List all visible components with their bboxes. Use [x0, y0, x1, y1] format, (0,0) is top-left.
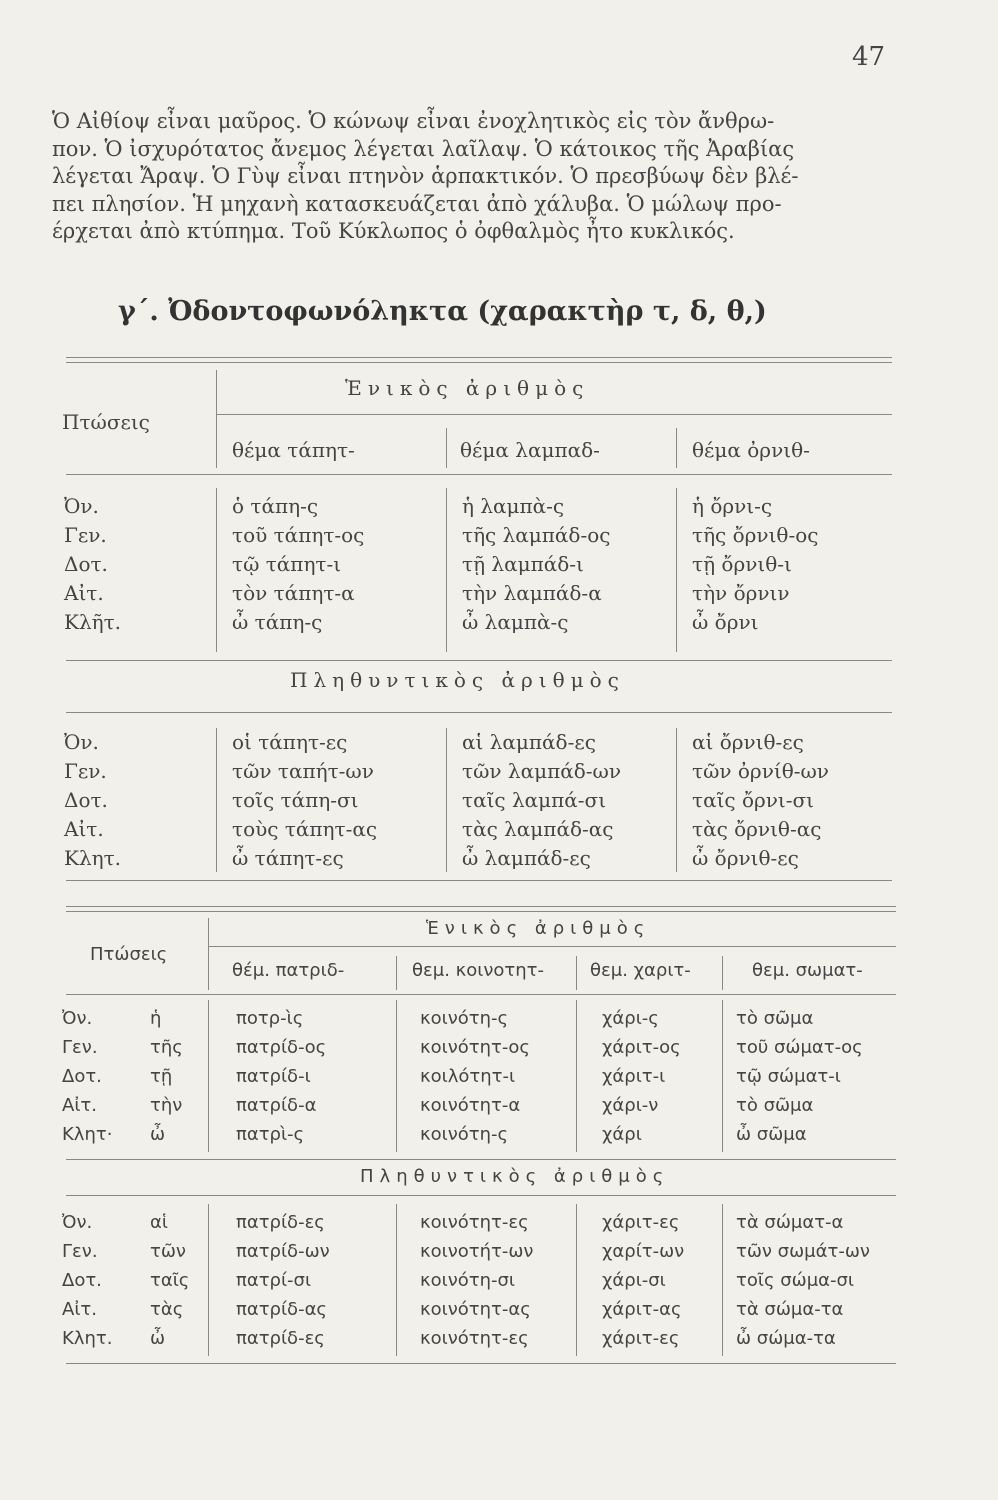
table-cell: χάρι-ν: [602, 1095, 659, 1116]
table-cell: Αἰτ.: [62, 1299, 97, 1320]
table-cell: χάριτ-ι: [602, 1066, 666, 1087]
stem-header: θεμ. σωματ-: [752, 960, 863, 981]
table-cell: τῇ ὄρνιθ-ι: [692, 552, 792, 576]
paragraph-line: λέγεται Ἄραψ. Ὁ Γὺψ εἶναι πτηνὸν ἁρπακτικόν. Ὁ πρεσβύωψ δὲν βλέ-: [52, 164, 799, 188]
singular-header: Ἑνικὸς ἀριθμὸς: [426, 918, 651, 939]
table-cell: χάριτ-ες: [602, 1212, 680, 1233]
stem-header: θεμ. χαριτ-: [590, 960, 691, 981]
table-cell: κοινότη-ς: [420, 1124, 509, 1145]
table-cell: πατρίδ-ων: [236, 1241, 330, 1262]
table-cell: χαρίτ-ων: [602, 1241, 685, 1262]
table-cell: ὁ τάπη-ς: [232, 494, 319, 518]
table-cell: Ὀν.: [64, 730, 99, 754]
table-cell: τὴν: [150, 1095, 183, 1116]
table-cell: τὸν τάπητ-α: [232, 581, 355, 605]
cases-header: Πτώσεις: [90, 944, 168, 965]
cases-header: Πτώσεις: [62, 410, 150, 434]
table-cell: ὦ ὄρνιθ-ες: [692, 846, 799, 870]
table-cell: Γεν.: [64, 759, 107, 783]
table-cell: ὦ λαμπὰ-ς: [462, 610, 569, 634]
table-cell: Δοτ.: [64, 552, 108, 576]
table-cell: τῆς: [150, 1037, 183, 1058]
table-cell: πατρὶ-ς: [236, 1124, 305, 1145]
table-cell: τὰς: [150, 1299, 184, 1320]
table-cell: πατρίδ-ος: [236, 1037, 327, 1058]
table-cell: Κλητ.: [64, 846, 122, 870]
table-cell: χάρι-σι: [602, 1270, 666, 1291]
table-cell: Γεν.: [62, 1037, 98, 1058]
table-cell: πατρίδ-ι: [236, 1066, 311, 1087]
table-cell: τὴν ὄρνιν: [692, 581, 790, 605]
table-cell: τὰς λαμπάδ-ας: [462, 817, 614, 841]
table-cell: Δοτ.: [62, 1270, 102, 1291]
table-cell: χάριτ-ες: [602, 1328, 680, 1349]
table-cell: τοῦ σώματ-ος: [736, 1037, 863, 1058]
paragraph-line: πον. Ὁ ἰσχυρότατος ἄνεμος λέγεται λαῖλαψ. Ὁ κάτοικος τῆς Ἀραβίας: [52, 136, 795, 161]
table-cell: κοιλότητ-ι: [420, 1066, 516, 1087]
stem-header: θέμα ὀρνιθ-: [692, 438, 810, 462]
stem-header: θέμα τάπητ-: [232, 438, 355, 462]
table-cell: τῶν λαμπάδ-ων: [462, 759, 621, 783]
table-cell: κοινότητ-ας: [420, 1299, 531, 1320]
table-cell: Κλῆτ.: [64, 610, 122, 634]
table-cell: τῆς ὄρνιθ-ος: [692, 523, 819, 547]
table-cell: χάριτ-ας: [602, 1299, 682, 1320]
table-cell: Κλητ.: [62, 1328, 113, 1349]
table-cell: ὦ ὄρνι: [692, 610, 759, 634]
table-cell: ἡ ὄρνι-ς: [692, 494, 773, 518]
singular-header: Ἑνικὸς ἀριθμὸς: [345, 376, 590, 400]
table-cell: πατρίδ-ες: [236, 1328, 325, 1349]
page-number: 47: [852, 42, 886, 72]
table-cell: πατρί-σι: [236, 1270, 312, 1291]
table-cell: κοινότητ-α: [420, 1095, 521, 1116]
table-cell: τοὺς τάπητ-ας: [232, 817, 378, 841]
table-cell: τῶν ὀρνίθ-ων: [692, 759, 829, 783]
plural-header: Πληθυντικὸς ἀριθμὸς: [290, 668, 625, 692]
table-cell: πατρίδ-ες: [236, 1212, 325, 1233]
table-cell: τῶν σωμάτ-ων: [736, 1241, 870, 1262]
table-cell: τὰ σώμα-τα: [736, 1299, 844, 1320]
table-cell: Γεν.: [64, 523, 107, 547]
table-cell: ὦ λαμπάδ-ες: [462, 846, 591, 870]
table-cell: αἱ ὄρνιθ-ες: [692, 730, 804, 754]
table-cell: κοινότητ-ος: [420, 1037, 530, 1058]
table-cell: Ὀν.: [62, 1008, 93, 1029]
table-cell: Κλητ·: [62, 1124, 113, 1145]
table-cell: Αἰτ.: [64, 581, 104, 605]
table-cell: Δοτ.: [64, 788, 108, 812]
table-cell: τοῦ τάπητ-ος: [232, 523, 365, 547]
table-cell: τὰ σώματ-α: [736, 1212, 844, 1233]
table-cell: τοῖς τάπη-σι: [232, 788, 359, 812]
section-heading: γ΄. Ὀδοντοφωνόληκτα (χαρακτὴρ τ, δ, θ,): [118, 296, 767, 327]
stem-header: θέμα λαμπαδ-: [460, 438, 600, 462]
table-cell: ὦ τάπητ-ες: [232, 846, 344, 870]
table-cell: τῇ: [150, 1066, 173, 1087]
table-cell: οἱ τάπητ-ες: [232, 730, 348, 754]
table-cell: τῷ τάπητ-ι: [232, 552, 342, 576]
table-cell: τὴν λαμπάδ-α: [462, 581, 602, 605]
table-cell: ταῖς ὄρνι-σι: [692, 788, 815, 812]
table-cell: ὦ: [150, 1328, 166, 1349]
table-cell: Ὀν.: [64, 494, 99, 518]
table-cell: ὦ σῶμα: [736, 1124, 807, 1145]
table-cell: Ὀν.: [62, 1212, 93, 1233]
table-cell: Αἰτ.: [64, 817, 104, 841]
stem-header: θεμ. κοινοτητ-: [412, 960, 544, 981]
table-cell: χάρι: [602, 1124, 642, 1145]
table-cell: χάρι-ς: [602, 1008, 659, 1029]
table-cell: τοῖς σώμα-σι: [736, 1270, 855, 1291]
table-cell: χάριτ-ος: [602, 1037, 681, 1058]
table-cell: πατρίδ-ας: [236, 1299, 327, 1320]
paragraph-line: έρχεται ἀπὸ κτύπημα. Τοῦ Κύκλωπος ὁ ὀφθαλμὸς ἦτο κυκλικός.: [52, 219, 735, 243]
table-cell: ὦ σώμα-τα: [736, 1328, 836, 1349]
table-cell: ἡ: [150, 1008, 162, 1029]
table-cell: κοινότητ-ες: [420, 1212, 529, 1233]
table-cell: αἱ λαμπάδ-ες: [462, 730, 596, 754]
table-cell: τῶν: [150, 1241, 186, 1262]
table-cell: τῆς λαμπάδ-ος: [462, 523, 611, 547]
table-cell: κοινοτήτ-ων: [420, 1241, 534, 1262]
table-cell: Δοτ.: [62, 1066, 102, 1087]
table-cell: κοινότητ-ες: [420, 1328, 529, 1349]
paragraph-line: πει πλησίον. Ἡ μηχανὴ κατασκευάζεται ἀπὸ χάλυβα. Ὁ μώλωψ προ-: [52, 191, 782, 216]
stem-header: θέμ. πατριδ-: [232, 960, 345, 981]
table-cell: πατρίδ-α: [236, 1095, 317, 1116]
table-cell: τῶν ταπήτ-ων: [232, 759, 374, 783]
table-cell: ταῖς λαμπά-σι: [462, 788, 607, 812]
paragraph: [52, 108, 900, 246]
table-cell: Γεν.: [62, 1241, 98, 1262]
table-cell: κοινότη-σι: [420, 1270, 516, 1291]
table-cell: ἡ λαμπὰ-ς: [462, 494, 565, 518]
paragraph-line: Ὁ Αἰθίοψ εἶναι μαῦρος. Ὁ κώνωψ εἶναι ἐνοχλητικὸς εἰς τὸν ἄνθρω-: [52, 109, 775, 133]
table-cell: τῷ σώματ-ι: [736, 1066, 841, 1087]
table-cell: κοινότη-ς: [420, 1008, 509, 1029]
table-cell: ταῖς: [150, 1270, 190, 1291]
table-cell: τὰς ὄρνιθ-ας: [692, 817, 822, 841]
table-cell: ὦ: [150, 1124, 166, 1145]
table-cell: αἱ: [150, 1212, 168, 1233]
table-cell: τὸ σῶμα: [736, 1008, 814, 1029]
table-cell: ὦ τάπη-ς: [232, 610, 323, 634]
table-cell: τὸ σῶμα: [736, 1095, 814, 1116]
table-cell: ποτρ-ὶς: [236, 1008, 304, 1029]
table-cell: τῇ λαμπάδ-ι: [462, 552, 584, 576]
plural-header: Πληθυντικὸς ἀριθμὸς: [360, 1166, 670, 1187]
table-cell: Αἰτ.: [62, 1095, 97, 1116]
